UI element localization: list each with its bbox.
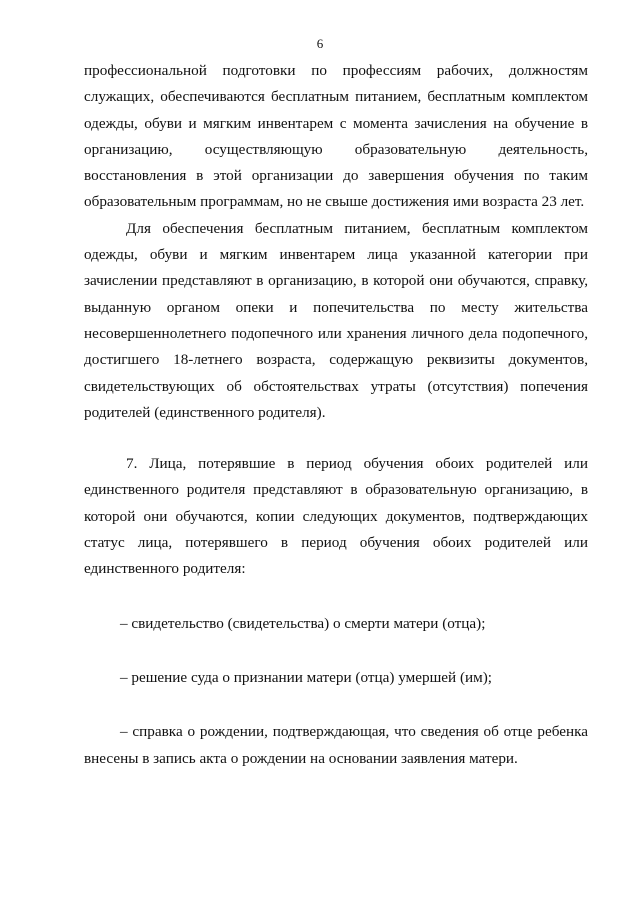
paragraph-provision-requirements: Для обеспечения бесплатным питанием, бесплатным комплектом одежды, обуви и мягким инвентарем лица указанной категории при зачислении представляют в организацию, в которой они обучаются, справку, выданную органом опеки и попечительства по месту жительства несовершеннолетнего подопечного или хранения личного дела подопечного, достигшего 18-летнего возраста, содержащую реквизиты документов, свидетельствующих об обстоятельствах утраты (отсутствия) попечения родителей (единственного родителя). (84, 219, 588, 421)
document-body (84, 58, 588, 772)
paragraph-continuation: профессиональной подготовки по профессиям рабочих, должностям служащих, обеспечиваются бесплатным питанием, бесплатным комплектом одежды, обуви и мягким инвентарем с момента зачисления на обучение в организацию, осуществляющую образовательную деятельность, восстановления в этой организации до завершения обучения по таким образовательным программам, но не свыше достижения ими возраста 23 лет. (84, 62, 588, 211)
page-number: 6 (316, 36, 324, 51)
list-item-death-certificate: – свидетельство (свидетельства) о смерти матери (отца); (120, 614, 486, 632)
list-item-court-decision: – решение суда о признании матери (отца) умершей (им); (120, 668, 493, 686)
list-item-birth-certificate: – справка о рождении, подтверждающая, что сведения об отце ребенка внесены в запись акта о рождении на основании заявления матери. (84, 723, 588, 767)
paragraph-item-7: 7. Лица, потерявшие в период обучения обоих родителей или единственного родителя представляют в образовательную организацию, в которой они обучаются, копии следующих документов, подтверждающих статус лица, потерявшего в период обучения обоих родителей или единственного родителя: (84, 455, 588, 578)
